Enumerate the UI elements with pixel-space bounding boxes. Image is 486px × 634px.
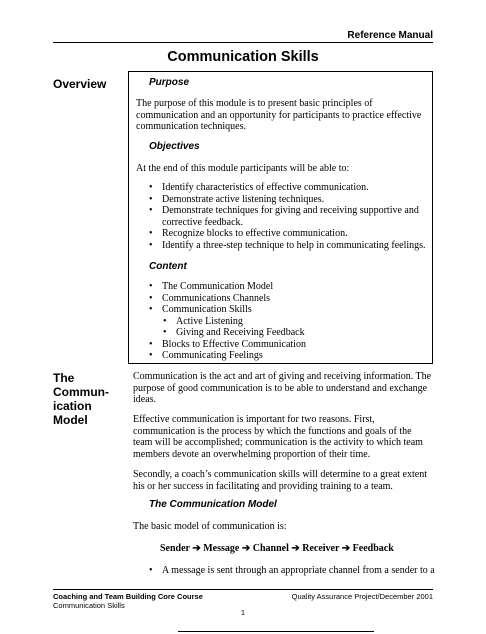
model-para-3: Secondly, a coach’s communication skills will determine to a great extent his or her success in facilitating and providing training to a team.: [133, 469, 427, 492]
header-label: Reference Manual: [347, 30, 433, 41]
list-item: • Communications Channels: [149, 293, 429, 305]
footer-project: Quality Assurance Project/December 2001: [291, 592, 433, 601]
objectives-list: [149, 182, 429, 251]
purpose-heading: Purpose: [149, 77, 190, 88]
objectives-heading: Objectives: [149, 141, 200, 152]
arrow-icon: ➔: [192, 543, 201, 554]
list-item: • Active Listening: [163, 316, 429, 328]
arrow-icon: ➔: [241, 543, 251, 554]
flow-message: Message: [203, 543, 240, 554]
purpose-text: The purpose of this module is to present basic principles of communication and an opportunity for participants to practice effective communication techniques.: [136, 98, 422, 132]
list-item: • Demonstrate active listening techniques.: [149, 194, 429, 206]
model-heading: [53, 371, 109, 427]
footer-module: Communication Skills: [53, 601, 125, 610]
model-heading-line: ication: [53, 399, 92, 413]
model-para-4: The basic model of communication is:: [133, 521, 287, 532]
content-heading: Content: [149, 261, 187, 272]
list-item: • Demonstrate techniques for giving and receiving supportive and corrective feedback.: [149, 205, 429, 228]
arrow-icon: ➔: [341, 543, 351, 554]
list-item: • Giving and Receiving Feedback: [163, 327, 429, 339]
model-heading-line: The: [53, 371, 75, 385]
flow-channel: Channel: [252, 543, 289, 554]
model-heading-line: Model: [53, 413, 88, 427]
list-item: • Identify a three-step technique to help in communicating feelings.: [149, 240, 429, 252]
bottom-rule: [178, 631, 374, 632]
flow-feedback: Feedback: [352, 543, 394, 554]
model-heading-line: Commun-: [53, 385, 109, 399]
list-item: • Communicating Feelings: [149, 350, 429, 362]
arrow-icon: ➔: [291, 543, 300, 554]
list-item: • Identify characteristics of effective communication.: [149, 182, 429, 194]
objectives-intro: At the end of this module participants will be able to:: [136, 163, 350, 174]
flow-receiver: Receiver: [302, 543, 340, 554]
list-item: • The Communication Model: [149, 281, 429, 293]
list-item: • Communication Skills: [149, 304, 429, 316]
list-item: • Recognize blocks to effective communication.: [149, 228, 429, 240]
flow-sender: Sender: [160, 543, 190, 554]
model-para-2: Effective communication is important for two reasons. First, communication is the process by which the functions and goals of the team will be accomplished; communication is the activity to which team members devote an overwhelming proportion of their time.: [133, 414, 423, 460]
list-item: • Blocks to Effective Communication: [149, 339, 429, 351]
page-number: 1: [240, 608, 246, 617]
footer-rule: [53, 589, 433, 590]
communication-flow: [160, 543, 430, 555]
content-list: [149, 281, 429, 362]
model-subheading: The Communication Model: [149, 499, 277, 510]
model-para-1: Communication is the act and art of giving and receiving information. The purpose of good communication is to be able to understand and exchange ideas.: [133, 371, 432, 405]
footer-course: Coaching and Team Building Core Course: [53, 592, 203, 601]
list-item: • A message is sent through an appropriate channel from a sender to a: [149, 565, 439, 577]
header-rule: [53, 42, 433, 43]
page-title: Communication Skills: [167, 49, 319, 65]
overview-heading: Overview: [53, 77, 107, 91]
model-bullets: [149, 565, 439, 577]
